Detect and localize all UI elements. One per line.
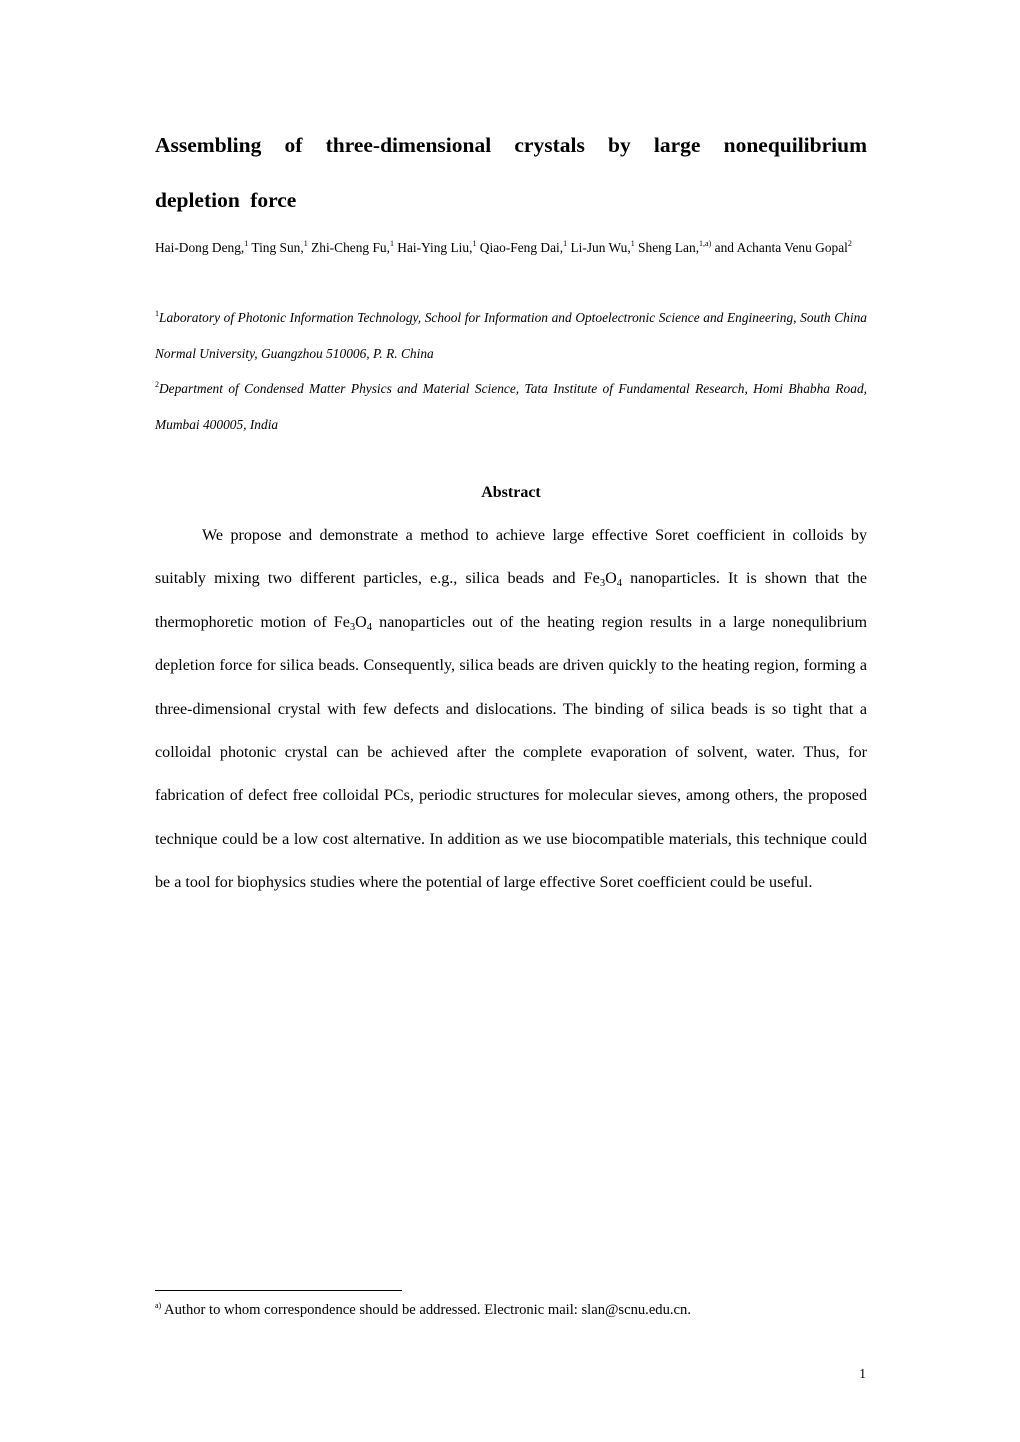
- author-name: and Achanta Venu Gopal: [714, 240, 848, 255]
- affiliation-2: [155, 371, 867, 443]
- author-affiliation-mark: 1: [389, 239, 394, 248]
- subscript: 4: [616, 578, 622, 590]
- affiliation-text: Laboratory of Photonic Information Technology, School for Information and Optoelectronic Science and Engineering, South China Normal University, Guangzhou 510006, P. R. China: [155, 310, 867, 361]
- affiliation-text: Department of Condensed Matter Physics and Material Science, Tata Institute of Fundamental Research, Homi Bhabha Road, Mumbai 400005, India: [155, 381, 867, 432]
- author-affiliation-mark: 1: [303, 239, 308, 248]
- footnote-divider: [155, 1290, 402, 1291]
- author-affiliation-mark: 1: [563, 239, 568, 248]
- abstract-text: nanoparticles. It is shown that the thermophoretic motion of Fe: [155, 570, 867, 631]
- author-name: Ting Sun,: [251, 240, 304, 255]
- author-name: Zhi-Cheng Fu,: [311, 240, 390, 255]
- abstract-text: nanoparticles out of the heating region results in a large nonequlibrium depletion force for silica beads. Consequently, silica beads are driven quickly to the heating region, forming a three-dimensional crystal with few defects and dislocations. The binding of silica beads is so tight that a colloidal photonic crystal can be achieved after the complete evaporation of solvent, water. Thus, for fabrication of defect free colloidal PCs, periodic structures for molecular sieves, among others, the proposed technique could be a low cost alternative. In addition as we use biocompatible materials, this technique could be a tool for biophysics studies where the potential of large effective Soret coefficient could be useful.: [155, 613, 867, 892]
- author-list: [155, 230, 867, 266]
- page-number: 1: [859, 1366, 866, 1381]
- footnote-mark: a): [155, 1301, 162, 1310]
- author-name: Qiao-Feng Dai,: [479, 240, 564, 255]
- author-affiliation-mark: 1: [630, 239, 635, 248]
- affiliation-mark: 2: [155, 380, 159, 389]
- footnote: [155, 1297, 867, 1323]
- author-affiliation-mark: 1,a): [699, 239, 712, 248]
- affiliation-1: [155, 300, 867, 372]
- author-name: Sheng Lan,: [638, 240, 700, 255]
- author-name: Li-Jun Wu,: [570, 240, 631, 255]
- abstract-text: O: [355, 613, 367, 631]
- subscript: 3: [349, 621, 356, 633]
- author-affiliation-mark: 1: [472, 239, 477, 248]
- author-affiliation-mark: 1: [244, 239, 249, 248]
- footnote-text: Author to whom correspondence should be addressed. Electronic mail: slan@scnu.edu.cn.: [161, 1302, 691, 1318]
- abstract-text: We propose and demonstrate a method to achieve large effective Soret coefficient in colloids by suitably mixing two different particles, e.g., silica beads and Fe: [155, 527, 867, 588]
- author-affiliation-mark: 2: [847, 239, 852, 248]
- abstract-heading: Abstract: [481, 484, 541, 501]
- affiliation-mark: 1: [155, 309, 159, 318]
- abstract-text: O: [605, 570, 617, 588]
- subscript: 3: [599, 578, 606, 590]
- abstract-body: [155, 514, 867, 905]
- paper-title: Assembling of three-dimensional crystals by large nonequilibrium depletion force: [155, 133, 867, 212]
- subscript: 4: [366, 621, 373, 633]
- author-name: Hai-Ying Liu,: [397, 240, 473, 255]
- author-name: Hai-Dong Deng,: [155, 240, 245, 255]
